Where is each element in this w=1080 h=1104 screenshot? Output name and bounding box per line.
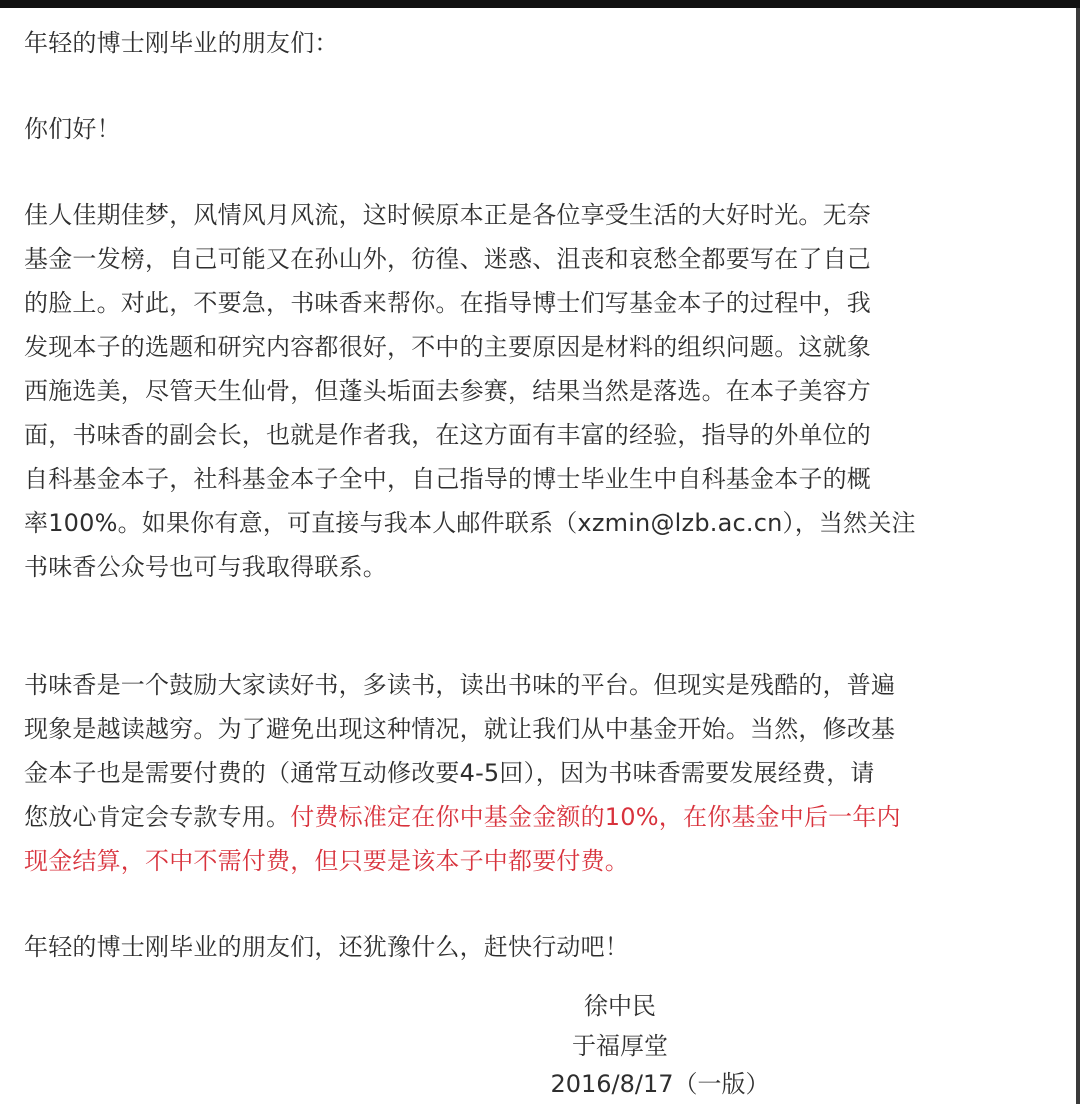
highlighted-fee-text: 现金结算，不中不需付费，但只要是该本子中都要付费。 [24,847,629,875]
right-border [1076,8,1080,1104]
paragraph-line: 基金一发榜，自己可能又在孙山外，彷徨、迷惑、沮丧和哀愁全都要写在了自己 [24,245,871,273]
highlighted-fee-text: 付费标准定在你中基金金额的10%，在你基金中后一年内 [290,803,901,831]
paragraph-line: 金本子也是需要付费的（通常互动修改要4-5回），因为书味香需要发展经费，请 [24,759,875,787]
paragraph-line [24,796,901,838]
paragraph-text: 您放心肯定会专款专用。 [24,803,291,831]
paragraph-line: 现象是越读越穷。为了避免出现这种情况，就让我们从中基金开始。当然，修改基 [24,715,896,743]
top-border [0,0,1080,8]
paragraph-line: 书味香公众号也可与我取得联系。 [24,553,387,581]
signature-date: 2016/8/17（一版） [550,1070,770,1098]
paragraph-line: 发现本子的选题和研究内容都很好，不中的主要原因是材料的组织问题。这就象 [24,333,871,361]
signature-place: 于福厚堂 [572,1032,668,1060]
signature-name: 徐中民 [584,992,656,1020]
paragraph-line: 书味香是一个鼓励大家读好书，多读书，读出书味的平台。但现实是残酷的，普遍 [24,671,896,699]
paragraph-line: 佳人佳期佳梦，风情风月风流，这时候原本正是各位享受生活的大好时光。无奈 [24,201,871,229]
salutation-line: 你们好！ [24,115,121,143]
greeting-line: 年轻的博士刚毕业的朋友们： [24,29,339,57]
paragraph-line: 西施选美，尽管天生仙骨，但蓬头垢面去参赛，结果当然是落选。在本子美容方 [24,377,871,405]
paragraph-line: 面，书味香的副会长，也就是作者我，在这方面有丰富的经验，指导的外单位的 [24,421,871,449]
paragraph-line: 自科基金本子，社科基金本子全中，自己指导的博士毕业生中自科基金本子的概 [24,465,871,493]
paragraph-line: 的脸上。对此，不要急，书味香来帮你。在指导博士们写基金本子的过程中，我 [24,289,871,317]
paragraph-line: 率100%。如果你有意，可直接与我本人邮件联系（xzmin@lzb.ac.cn），当然关注 [24,509,916,537]
closing-line: 年轻的博士刚毕业的朋友们，还犹豫什么，赶快行动吧！ [24,933,629,961]
